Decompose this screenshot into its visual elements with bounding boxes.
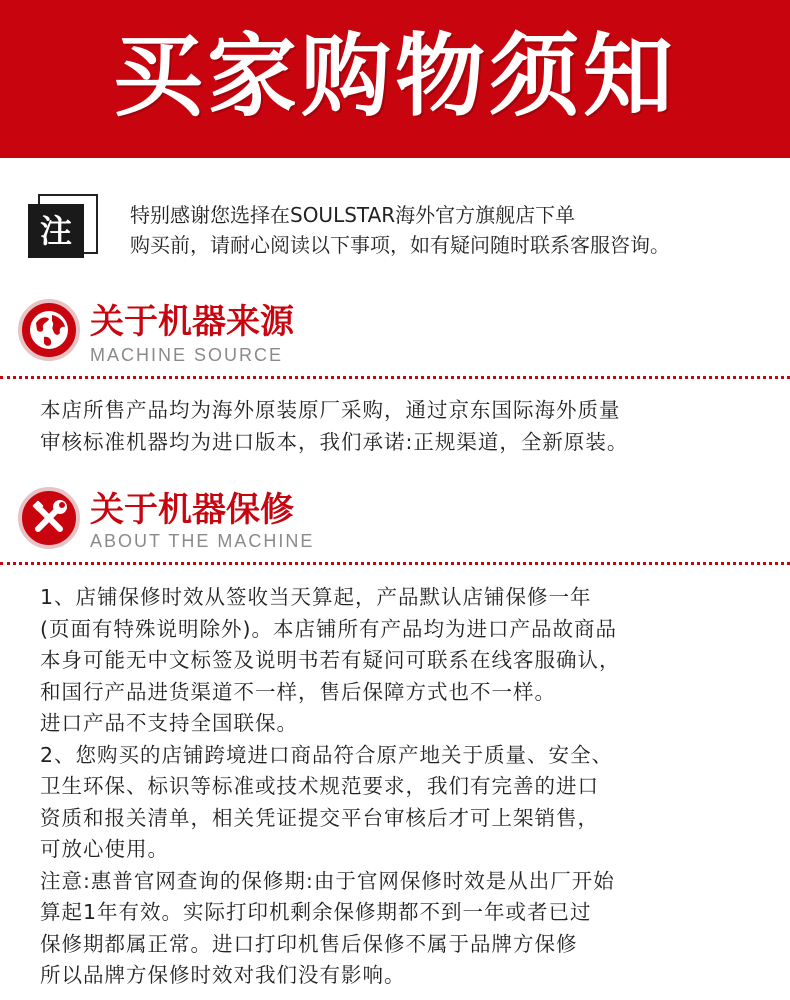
section-warranty-subtitle: ABOUT THE MACHINE <box>90 531 315 551</box>
note-badge <box>28 194 98 258</box>
wrench-screwdriver-icon <box>18 487 80 549</box>
body-line: 可放心使用。 <box>40 837 169 861</box>
body-line: (页面有特殊说明除外)。本店铺所有产品均为进口产品故商品 <box>40 616 617 641</box>
section-source-body <box>40 395 628 458</box>
section-source-subtitle: MACHINE SOURCE <box>90 345 284 365</box>
body-line: 注意:惠普官网查询的保修期:由于官网保修时效是从出厂开始 <box>40 868 615 893</box>
body-line: 本身可能无中文标签及说明书若有疑问可联系在线客服确认， <box>40 648 621 672</box>
body-line: 卫生环保、标识等标准或技术规范要求，我们有完善的进口 <box>40 774 599 798</box>
page-title: 买家购物须知 <box>113 24 677 129</box>
body-line: 审核标准机器均为进口版本，我们承诺:正规渠道，全新原装。 <box>40 429 629 454</box>
notice-line: 购买前，请耐心阅读以下事项，如有疑问随时联系客服咨询。 <box>130 233 670 257</box>
body-line: 所以品牌方保修时效对我们没有影响。 <box>40 963 406 987</box>
title-banner <box>0 0 790 158</box>
body-line: 和国行产品进货渠道不一样，售后保障方式也不一样。 <box>40 679 556 704</box>
note-badge-label: 注 <box>28 204 84 258</box>
body-line: 资质和报关清单，相关凭证提交平台审核后才可上架销售， <box>40 805 599 830</box>
notice-line: 特别感谢您选择在SOULSTAR海外官方旗舰店下单 <box>130 203 576 227</box>
body-line: 保修期都属正常。进口打印机售后保修不属于品牌方保修 <box>40 931 578 956</box>
section-source-title: 关于机器来源 <box>90 302 294 342</box>
section-warranty-title: 关于机器保修 <box>90 490 294 530</box>
section-divider <box>0 376 790 379</box>
globe-icon <box>18 299 80 361</box>
body-line: 2、您购买的店铺跨境进口商品符合原产地关于质量、安全、 <box>40 742 614 767</box>
body-line: 本店所售产品均为海外原装原厂采购，通过京东国际海外质量 <box>40 398 621 422</box>
section-divider <box>0 562 790 565</box>
body-line: 算起1年有效。实际打印机剩余保修期都不到一年或者已过 <box>40 900 592 924</box>
section-warranty-body <box>40 582 621 992</box>
body-line: 1、店铺保修时效从签收当天算起，产品默认店铺保修一年 <box>40 585 592 609</box>
notice-text <box>130 200 670 260</box>
body-line: 进口产品不支持全国联保。 <box>40 711 298 735</box>
